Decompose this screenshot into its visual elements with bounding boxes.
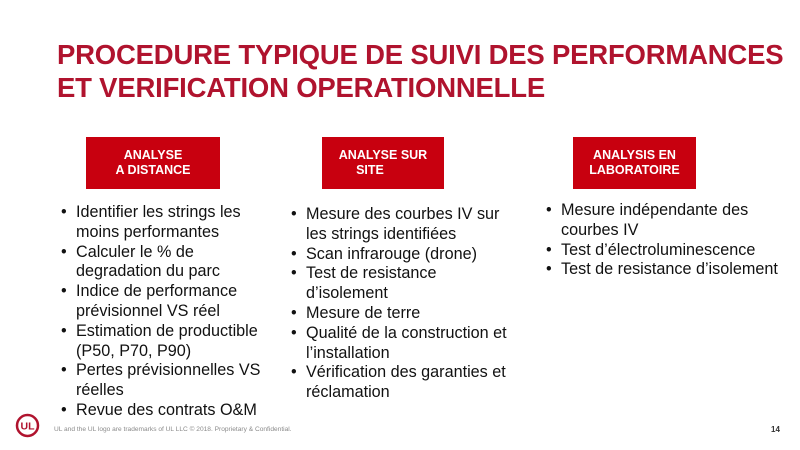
- list-item: • Mesure des courbes IV sur les strings identifiées: [291, 205, 521, 245]
- lab-analysis-list: [546, 201, 786, 280]
- list-item: • Scan infrarouge (drone): [291, 245, 521, 265]
- remote-analysis-list: [61, 203, 281, 421]
- header-box-remote-analysis: [86, 137, 220, 189]
- title-line-2: ET VERIFICATION OPERATIONNELLE: [57, 72, 545, 103]
- list-item: • Test d’électroluminescence: [546, 241, 786, 261]
- ul-logo-icon: [15, 413, 40, 438]
- list-item: • Calculer le % de degradation du parc: [61, 243, 281, 283]
- title-line-1: PROCEDURE TYPIQUE DE SUIVI DES PERFORMANCES: [57, 39, 784, 70]
- list-item: • Estimation de productible (P50, P70, P90): [61, 322, 281, 362]
- list-item: • Pertes prévisionnelles VS réelles: [61, 361, 281, 401]
- list-item: • Test de resistance d’isolement: [291, 264, 521, 304]
- trademark-notice: UL and the UL logo are trademarks of UL LLC © 2018. Proprietary & Confidential.: [54, 426, 292, 433]
- list-item: • Vérification des garanties et réclamation: [291, 363, 521, 403]
- onsite-analysis-list: [291, 205, 521, 403]
- header-line: ANALYSE SUR: [338, 148, 428, 162]
- slide-title: [57, 38, 783, 104]
- header-box-lab-analysis: [573, 137, 696, 189]
- header-line: ANALYSIS EN: [593, 148, 676, 162]
- list-item: • Mesure indépendante des courbes IV: [546, 201, 786, 241]
- page-number: 14: [771, 425, 780, 434]
- header-box-onsite-analysis: [322, 137, 444, 189]
- list-item: • Mesure de terre: [291, 304, 521, 324]
- header-line: LABORATOIRE: [589, 163, 680, 177]
- header-line: A DISTANCE: [115, 163, 191, 177]
- list-item: • Indice de performance prévisionnel VS réel: [61, 282, 281, 322]
- svg-text:UL: UL: [20, 420, 35, 433]
- header-line: ANALYSE: [123, 148, 183, 162]
- list-item: • Qualité de la construction et l’installation: [291, 324, 521, 364]
- list-item: • Test de resistance d’isolement: [546, 260, 786, 280]
- list-item: • Revue des contrats O&M: [61, 401, 281, 421]
- list-item: • Identifier les strings les moins performantes: [61, 203, 281, 243]
- header-line: SITE: [356, 163, 384, 177]
